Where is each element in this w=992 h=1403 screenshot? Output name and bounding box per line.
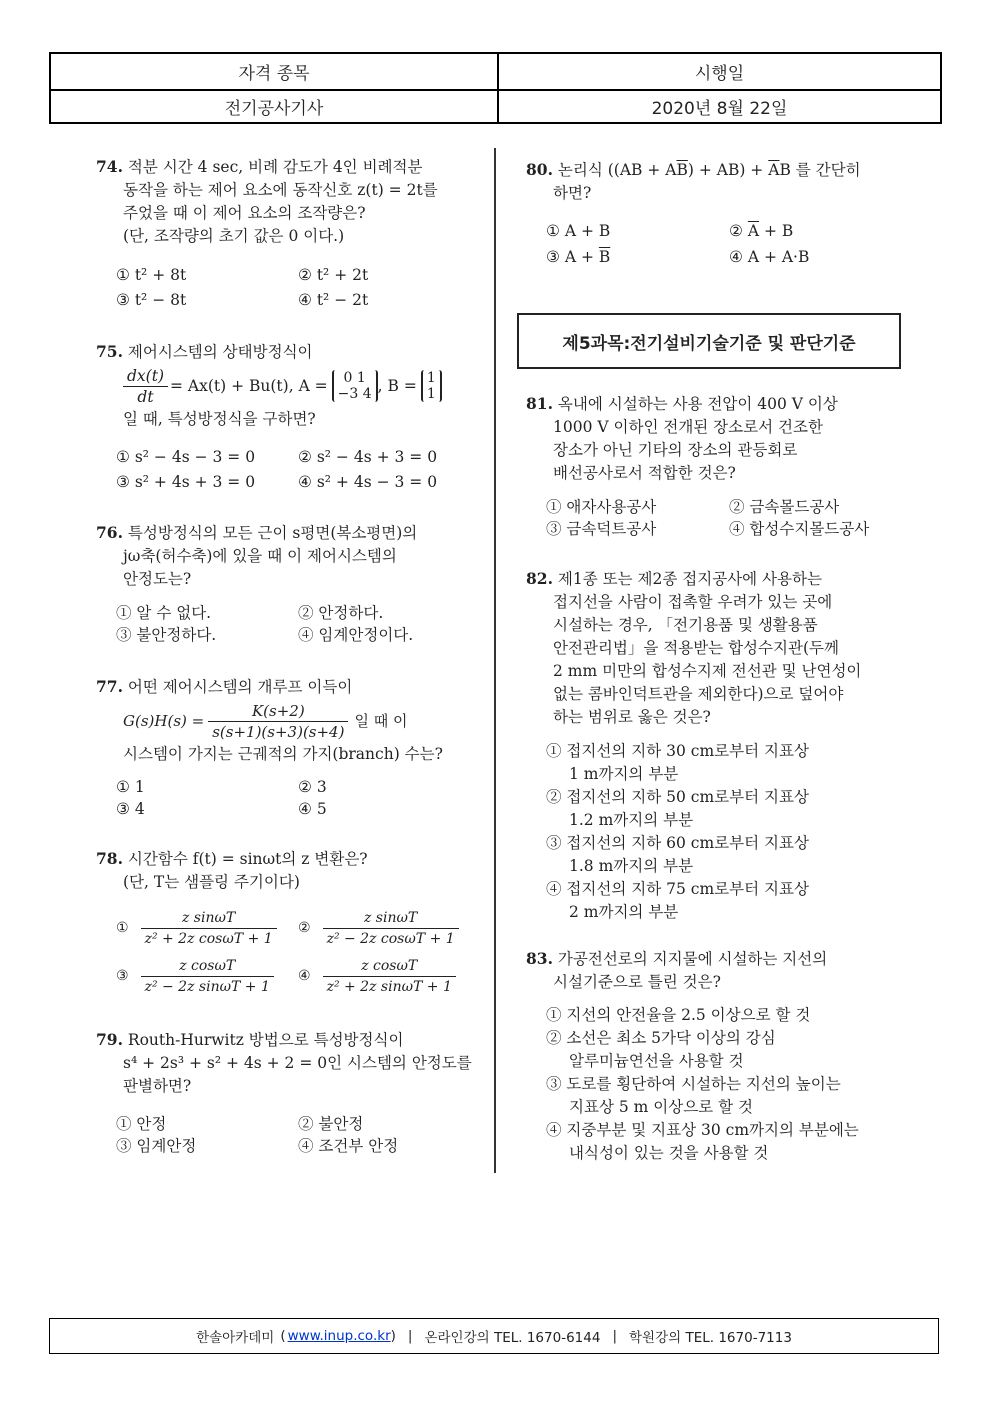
question-82 (526, 567, 861, 729)
question-text: 제1종 또는 제2종 접지공사에 사용하는 (557, 570, 822, 588)
option[interactable]: ④ 조건부 안정 (298, 1137, 399, 1155)
question-text: s⁴ + 2s³ + s² + 4s + 2 = 0인 시스템의 안정도를 (123, 1054, 472, 1072)
question-text: 시설기준으로 틀린 것은? (553, 973, 721, 991)
qualification-title: 자격 종목 (51, 54, 499, 89)
option[interactable]: ① 안정 (116, 1115, 167, 1133)
website-link[interactable]: www.inup.co.kr (287, 1328, 391, 1344)
option[interactable]: ④ s² + 4s − 3 = 0 (298, 473, 438, 491)
option[interactable]: ② s² − 4s + 3 = 0 (298, 448, 438, 466)
question-number: 74. (96, 157, 123, 176)
question-text: 시간함수 f(t) = sinωt의 z 변환은? (127, 850, 368, 868)
question-number: 75. (96, 342, 123, 361)
header-row-titles (51, 54, 940, 91)
matrix-a: 0 1 −3 4 (332, 370, 378, 402)
question-number: 83. (526, 949, 553, 968)
option[interactable]: ④ 접지선의 지하 75 cm로부터 지표상 2 m까지의 부분 (546, 880, 809, 921)
question-text: 어떤 제어시스템의 개루프 이득이 (127, 678, 353, 696)
question-80 (526, 158, 861, 205)
option[interactable]: ④ 합성수지몰드공사 (729, 520, 870, 538)
option[interactable]: ② $\overline{A} + B$ (729, 222, 794, 240)
question-number: 77. (96, 677, 123, 696)
online-phone: 온라인강의 TEL. 1670-6144 (424, 1330, 601, 1346)
question-text: 장소가 아닌 기타의 장소의 관등회로 (553, 441, 798, 459)
option[interactable]: ④ t² − 2t (298, 291, 369, 309)
option[interactable]: ③ 접지선의 지하 60 cm로부터 지표상 1.8 m까지의 부분 (546, 834, 809, 875)
question-text: 주었을 때 이 제어 요소의 조작량은? (123, 204, 366, 222)
question-text: 1000 V 이하인 전개된 장소로서 건조한 (553, 418, 823, 436)
question-text: 시스템이 가지는 근궤적의 가지(branch) 수는? (123, 745, 443, 763)
option[interactable]: ④ 5 (298, 800, 327, 818)
offline-phone: 학원강의 TEL. 1670-7113 (629, 1330, 792, 1346)
question-text: 하면? (553, 184, 592, 202)
option[interactable]: ① 지선의 안전율을 2.5 이상으로 할 것 (546, 1006, 811, 1024)
question-text: 판별하면? (123, 1077, 192, 1095)
option[interactable]: ① 애자사용공사 (546, 498, 657, 516)
question-81 (526, 392, 838, 485)
option[interactable]: ③ 도로를 횡단하여 시설하는 지선의 높이는 지표상 5 m 이상으로 할 것 (546, 1075, 841, 1116)
question-text: 특성방정식의 모든 근이 s평면(복소평면)의 (127, 524, 418, 542)
option[interactable]: ① $\frac{\text{z sinωT}}{\text{z² + 2z cosωT + 1}}$ (116, 908, 277, 949)
option[interactable]: ② 안정하다. (298, 604, 384, 622)
option[interactable]: ③ 임계안정 (116, 1137, 197, 1155)
question-text: 일 때, 특성방정식을 구하면? (123, 410, 316, 428)
option[interactable]: ③ 4 (116, 800, 145, 818)
exam-date-title: 시행일 (694, 64, 745, 84)
question-text: 하는 범위로 옳은 것은? (553, 708, 711, 726)
option[interactable]: ① 1 (116, 778, 145, 796)
question-number: 78. (96, 849, 123, 868)
question-text: 안정도는? (123, 570, 192, 588)
column-divider (494, 148, 496, 1173)
question-text: 가공전선로의 지지물에 시설하는 지선의 (557, 950, 828, 968)
question-text: 배선공사로서 적합한 것은? (553, 464, 736, 482)
option[interactable]: ② t² + 2t (298, 266, 369, 284)
question-number: 80. (526, 160, 553, 179)
option[interactable]: ④ 임계안정이다. (298, 626, 414, 644)
option[interactable]: ② 접지선의 지하 50 cm로부터 지표상 1.2 m까지의 부분 (546, 788, 809, 829)
question-text: 동작을 하는 제어 요소에 동작신호 z(t) = 2t를 (123, 181, 438, 199)
option[interactable]: ② 금속몰드공사 (729, 498, 840, 516)
option[interactable]: ③ t² − 8t (116, 291, 187, 309)
question-text: (단, T는 샘플링 주기이다) (123, 873, 300, 891)
options-83 (546, 1004, 859, 1165)
option[interactable]: ② 소선은 최소 5가닥 이상의 강심 알루미늄연선을 사용할 것 (546, 1029, 776, 1070)
derivative-fraction: $\frac{dx(t)}{dt}$ (123, 366, 168, 407)
option[interactable]: ① t² + 8t (116, 266, 187, 284)
header-table (49, 52, 942, 124)
option[interactable]: ④ $\frac{\text{z cosωT}}{\text{z² + 2z sinωT + 1}}$ (298, 956, 456, 997)
question-text: 없는 콤바인덕트관을 제외한다)으로 덮어야 (553, 685, 844, 703)
question-text: jω축(허수축)에 있을 때 이 제어시스템의 (123, 547, 397, 565)
option[interactable]: ③ $A + \overline{B}$ (546, 248, 611, 266)
question-78 (96, 847, 368, 894)
question-75 (96, 340, 442, 431)
option[interactable]: ③ $\frac{\text{z cosωT}}{\text{z² − 2z sinωT + 1}}$ (116, 956, 274, 997)
option[interactable]: ④ 지중부분 및 지표상 30 cm까지의 부분에는 내식성이 있는 것을 사용할 것 (546, 1121, 859, 1162)
gain-fraction: $\frac{K(s+2)}{s(s+1)(s+3)(s+4)}$ (208, 701, 348, 742)
option[interactable]: ③ 불안정하다. (116, 626, 217, 644)
question-text: 논리식 $((AB + A\overline{B}) + AB) + \overline{A}B$ 를 간단히 (557, 161, 861, 179)
question-text: 시설하는 경우, 「전기용품 및 생활용품 (553, 616, 818, 634)
exam-date-value: 2020년 8월 22일 (651, 99, 788, 119)
question-text: Routh-Hurwitz 방법으로 특성방정식이 (127, 1031, 404, 1049)
question-text: (단, 조작량의 초기 값은 0 이다.) (123, 227, 345, 245)
option[interactable]: ① s² − 4s − 3 = 0 (116, 448, 256, 466)
qualification-value: 전기공사기사 (51, 89, 499, 124)
option[interactable]: ④ A + A·B (729, 248, 810, 266)
question-text: 옥내에 시설하는 사용 전압이 400 V 이상 (557, 395, 838, 413)
option[interactable]: ③ s² + 4s + 3 = 0 (116, 473, 256, 491)
open-loop-gain-equation: G(s)H(s) = $\frac{K(s+2)}{s(s+1)(s+3)(s+4)}$ 일 때 이 (123, 701, 408, 741)
question-79 (96, 1028, 472, 1098)
question-number: 76. (96, 523, 123, 542)
header-row-values (51, 89, 940, 124)
question-number: 81. (526, 394, 553, 413)
state-equation: $\frac{dx(t)}{dt}$ = Ax(t) + Bu(t), A = 0 1 −3 4 , B = 1 1 (96, 364, 442, 408)
matrix-b: 1 1 (421, 370, 442, 402)
academy-name: 한솔아카데미 (196, 1330, 275, 1346)
question-text: 안전관리법」을 적용받는 합성수지관(두께 (553, 639, 839, 657)
question-text: 제어시스템의 상태방정식이 (127, 343, 313, 361)
option[interactable]: ② 불안정 (298, 1115, 364, 1133)
options-82 (546, 740, 809, 924)
question-83 (526, 947, 827, 994)
question-77 (96, 675, 443, 766)
question-number: 79. (96, 1030, 123, 1049)
option[interactable]: ① 알 수 없다. (116, 604, 212, 622)
question-76 (96, 521, 417, 591)
question-number: 82. (526, 569, 553, 588)
question-text: 2 mm 미만의 합성수지제 전선관 및 난연성이 (553, 662, 862, 680)
question-74 (96, 155, 438, 248)
subject-heading: 제5과목:전기설비기술기준 및 판단기준 (517, 313, 901, 369)
option[interactable]: ② 3 (298, 778, 327, 796)
question-text: 적분 시간 4 sec, 비례 감도가 4인 비례적분 (127, 158, 423, 176)
option[interactable]: ② $\frac{\text{z sinωT}}{\text{z² − 2z cosωT + 1}}$ (298, 908, 459, 949)
footer: 한솔아카데미 ( www.inup.co.kr ) | 온라인강의 TEL. 1670-6144 | 학원강의 TEL. 1670-7113 (49, 1318, 939, 1354)
option[interactable]: ① A + B (546, 222, 611, 240)
question-text: 접지선을 사람이 접촉할 우려가 있는 곳에 (553, 593, 833, 611)
option[interactable]: ③ 금속덕트공사 (546, 520, 657, 538)
option[interactable]: ① 접지선의 지하 30 cm로부터 지표상 1 m까지의 부분 (546, 742, 809, 783)
